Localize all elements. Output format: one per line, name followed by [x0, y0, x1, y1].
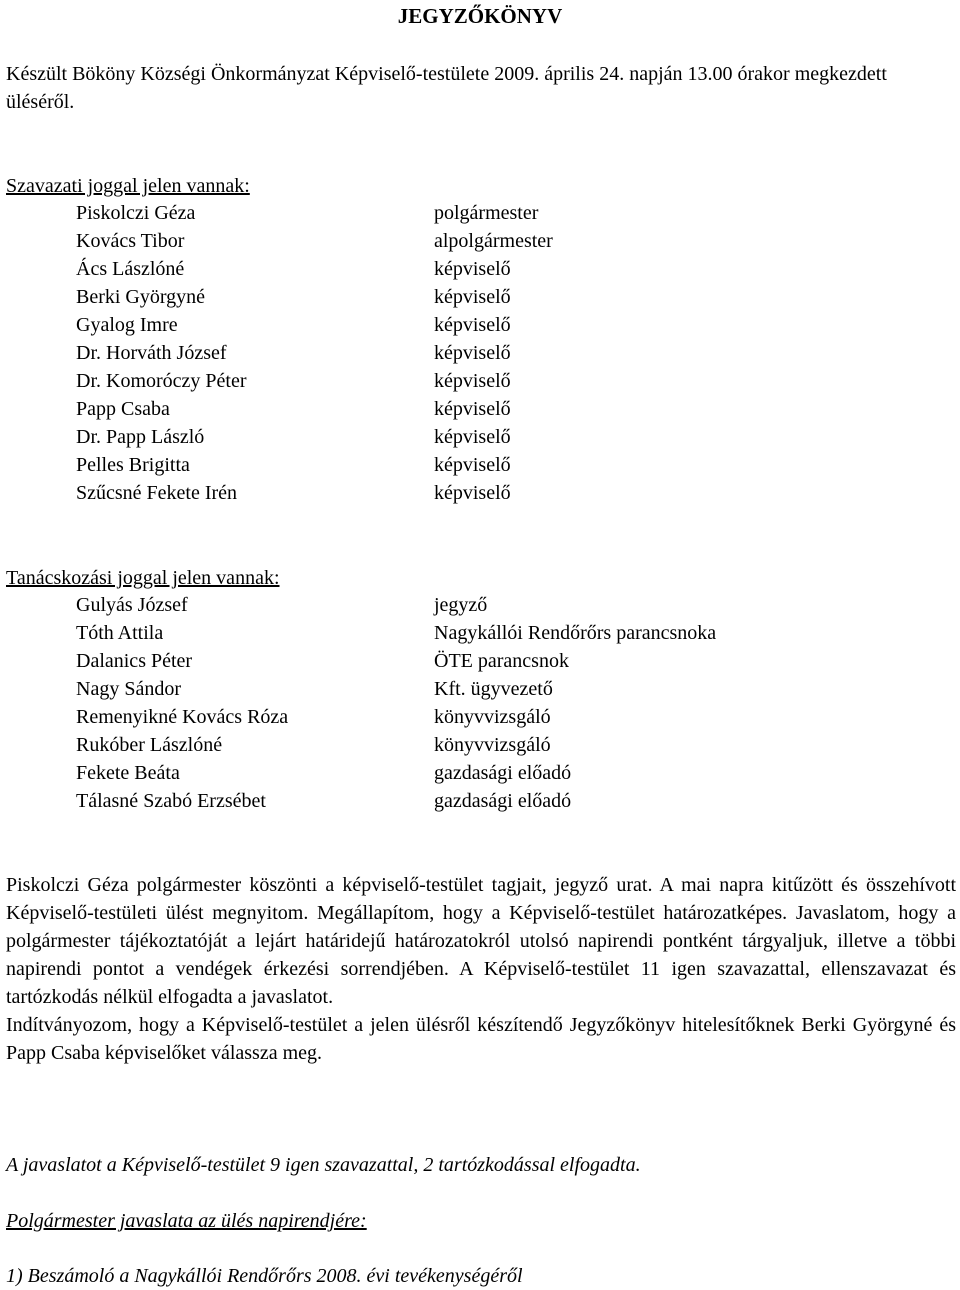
list-item	[76, 283, 936, 311]
list-item	[76, 703, 936, 731]
member-role: képviselő	[434, 398, 511, 420]
list-item	[76, 479, 936, 507]
member-role: jegyző	[434, 594, 488, 616]
member-name: Dalanics Péter	[76, 650, 193, 672]
member-name: Fekete Beáta	[76, 762, 180, 784]
list-item	[76, 339, 936, 367]
member-role: könyvvizsgáló	[434, 734, 551, 756]
list-item	[76, 199, 936, 227]
member-name: Tóth Attila	[76, 622, 164, 644]
member-role: gazdasági előadó	[434, 790, 572, 812]
member-role: képviselő	[434, 258, 511, 280]
member-name: Gulyás József	[76, 594, 188, 616]
agenda-heading: Polgármester javaslata az ülés napirendjére:	[6, 1210, 367, 1232]
member-name: Szűcsné Fekete Irén	[76, 482, 238, 504]
list-item	[76, 451, 936, 479]
member-role: képviselő	[434, 342, 511, 364]
member-role: képviselő	[434, 482, 511, 504]
member-name: Tálasné Szabó Erzsébet	[76, 790, 266, 812]
list-item	[76, 647, 936, 675]
member-role: ÖTE parancsnok	[434, 650, 569, 672]
resolution-text: A javaslatot a Képviselő-testület 9 igen szavazattal, 2 tartózkodással elfogadta.	[6, 1154, 641, 1176]
member-role: gazdasági előadó	[434, 762, 572, 784]
member-role: képviselő	[434, 286, 511, 308]
member-name: Berki Györgyné	[76, 286, 206, 308]
member-role: polgármester	[434, 202, 539, 224]
body-text	[6, 871, 956, 1067]
list-item	[76, 619, 936, 647]
opening-paragraph: Piskolczi Géza polgármester köszönti a képviselő-testület tagjait, jegyző urat. A mai napra kitűzött és összehívott Képviselő-testületi ülést megnyitom. Megállapítom, hogy a Képviselő-testület határozatképes. Javaslatom, hogy a polgármester tájékoztatóját a lejárt határidejű határozatokról utolsó napirendi pontként tárgyaljuk, illetve a többi napirendi pontot a vendégek érkezési sorrendjében. A Képviselő-testület 11 igen szavazattal, ellenszavazat és tartózkodás nélkül elfogadta a javaslatot.	[6, 874, 956, 1008]
member-name: Ács Lászlóné	[76, 258, 185, 280]
list-item	[76, 227, 936, 255]
member-role: alpolgármester	[434, 230, 553, 252]
member-name: Kovács Tibor	[76, 230, 185, 252]
member-name: Pelles Brigitta	[76, 454, 190, 476]
list-item	[76, 367, 936, 395]
member-name: Dr. Horváth József	[76, 342, 227, 364]
list-item	[76, 395, 936, 423]
member-role: Nagykállói Rendőrőrs parancsnoka	[434, 622, 717, 644]
member-role: könyvvizsgáló	[434, 706, 551, 728]
member-role: képviselő	[434, 314, 511, 336]
list-item	[76, 675, 936, 703]
list-item	[76, 255, 936, 283]
member-role: képviselő	[434, 454, 511, 476]
list-item	[76, 731, 936, 759]
member-name: Rukóber Lászlóné	[76, 734, 223, 756]
member-role: Kft. ügyvezető	[434, 678, 553, 700]
member-name: Dr. Papp László	[76, 426, 205, 448]
voting-heading: Szavazati joggal jelen vannak:	[6, 175, 250, 197]
list-item	[76, 759, 936, 787]
member-role: képviselő	[434, 370, 511, 392]
voting-members-list	[76, 199, 936, 507]
member-name: Piskolczi Géza	[76, 202, 196, 224]
intro-text: Készült Bököny Községi Önkormányzat Képviselő-testülete 2009. április 24. napján 13.00 órakor megkezdett üléséről.	[6, 63, 887, 113]
member-name: Remenyikné Kovács Róza	[76, 706, 289, 728]
list-item	[76, 311, 936, 339]
member-role: képviselő	[434, 426, 511, 448]
document-title: JEGYZŐKÖNYV	[397, 4, 563, 28]
list-item	[76, 423, 936, 451]
member-name: Dr. Komoróczy Péter	[76, 370, 247, 392]
member-name: Papp Csaba	[76, 398, 170, 420]
list-item	[76, 591, 936, 619]
advisory-members-list	[76, 591, 936, 815]
motion-paragraph: Indítványozom, hogy a Képviselő-testület a jelen ülésről készítendő Jegyzőkönyv hitelesítőknek Berki Györgyné és Papp Csaba képviselőket válassza meg.	[6, 1014, 956, 1064]
member-name: Gyalog Imre	[76, 314, 178, 336]
agenda-item: 1) Beszámoló a Nagykállói Rendőrőrs 2008. évi tevékenységéről	[6, 1265, 523, 1287]
advisory-heading: Tanácskozási joggal jelen vannak:	[6, 567, 280, 589]
list-item	[76, 787, 936, 815]
member-name: Nagy Sándor	[76, 678, 181, 700]
